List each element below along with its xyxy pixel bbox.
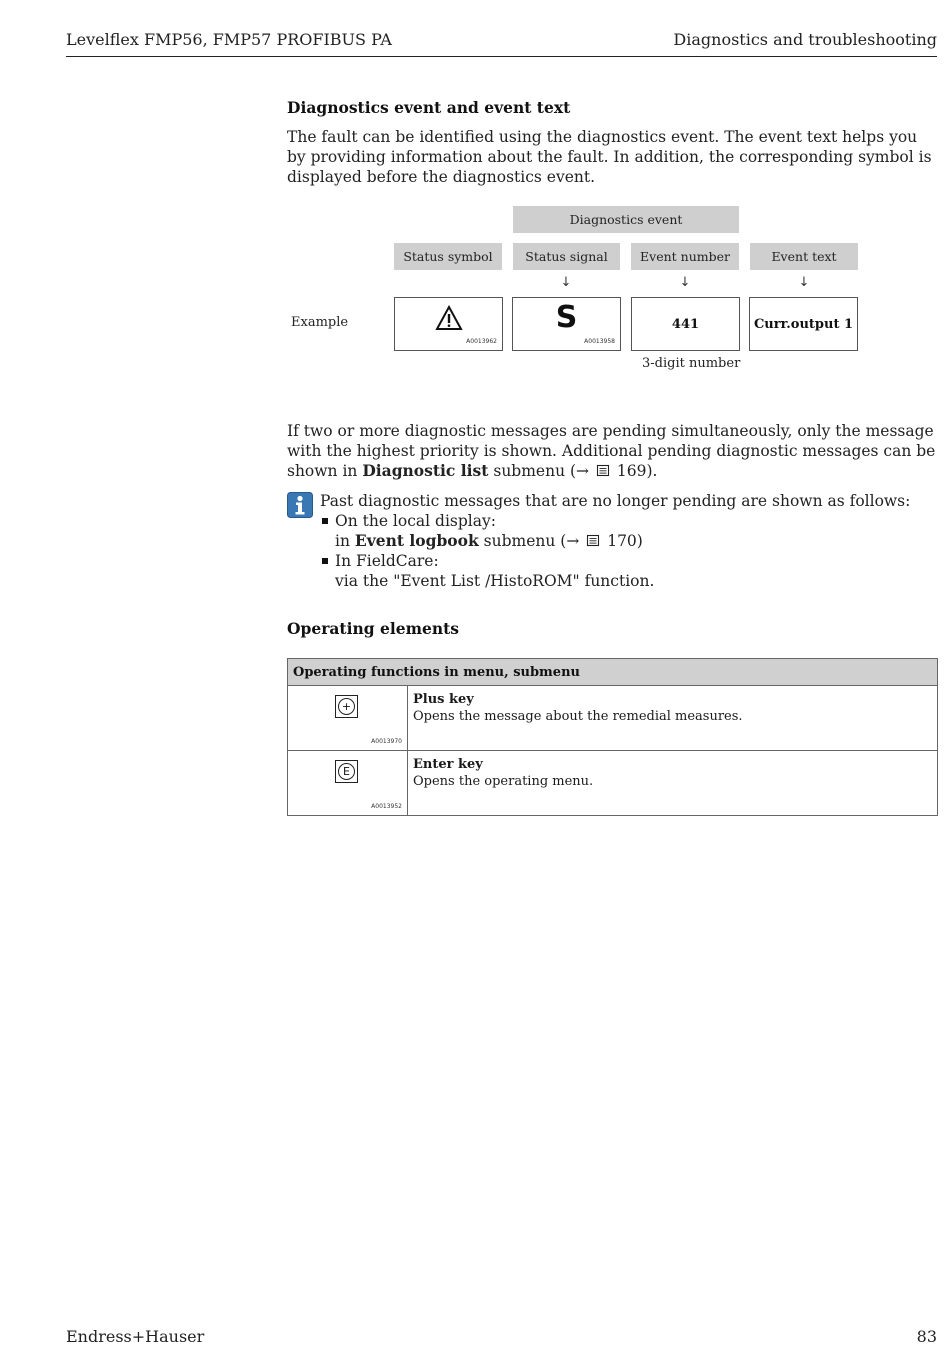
status-signal-box: [512, 297, 621, 351]
pending-text-part2: submenu (→: [493, 462, 590, 480]
bullet-local-display-detail: [335, 531, 643, 551]
event-number-value: 441: [671, 316, 700, 332]
plus-key-icon: [335, 695, 358, 718]
key-icon-cell: [288, 751, 408, 816]
enter-key-icon: [335, 760, 358, 783]
bullet-fieldcare: In FieldCare:: [335, 552, 439, 570]
bullet-marker: [322, 518, 328, 524]
operating-functions-table: [287, 658, 938, 816]
down-arrow-icon: ↓: [679, 275, 691, 290]
down-arrow-icon: ↓: [560, 275, 572, 290]
figure-code: A0013958: [584, 338, 615, 345]
status-symbol-label: Status symbol: [394, 243, 502, 270]
table-header-row: [288, 659, 938, 686]
page-ref-170[interactable]: 170): [607, 532, 643, 550]
bullet-marker: [322, 558, 328, 564]
footer-brand: Endress+Hauser: [66, 1327, 205, 1346]
event-number-label: Event number: [631, 243, 739, 270]
section-heading-diagnostics-event: Diagnostics event and event text: [287, 98, 571, 117]
warning-triangle-icon: [435, 305, 463, 331]
info-icon: [287, 492, 313, 518]
enter-key-glyph: E: [338, 763, 355, 780]
table-row: [288, 686, 938, 751]
page-ref-169[interactable]: 169).: [616, 462, 658, 480]
key-description: Opens the operating menu.: [413, 774, 594, 789]
header-divider: [66, 56, 937, 57]
key-name: Enter key: [413, 757, 483, 772]
key-name: Plus key: [413, 692, 474, 707]
plus-key-glyph: +: [338, 698, 355, 715]
info-line: Past diagnostic messages that are no longer pending are shown as follows:: [320, 492, 911, 510]
in-text: in: [335, 532, 350, 550]
event-text-value: Curr.output 1: [753, 316, 854, 332]
status-signal-label: Status signal: [513, 243, 620, 270]
section-heading-operating-elements: Operating elements: [287, 619, 459, 638]
bullet-local-display: On the local display:: [335, 512, 496, 530]
event-logbook-link[interactable]: Event logbook: [354, 531, 479, 550]
page-reference-icon: [586, 534, 600, 547]
key-description: Opens the message about the remedial measures.: [413, 709, 743, 724]
diagnostic-list-link[interactable]: Diagnostic list: [362, 461, 489, 480]
figure-code: A0013970: [371, 738, 402, 745]
figure-code: A0013952: [371, 803, 402, 810]
table-row: [288, 751, 938, 816]
bullet-fieldcare-detail: via the "Event List /HistoROM" function.: [335, 572, 655, 590]
table-header-cell: Operating functions in menu, submenu: [288, 659, 938, 686]
footer-page-number: 83: [916, 1327, 937, 1346]
status-signal-value: S: [555, 299, 578, 335]
key-icon-cell: [288, 686, 408, 751]
header-chapter-title: Diagnostics and troubleshooting: [673, 30, 937, 49]
event-text-box: [749, 297, 858, 351]
submenu-text: submenu (→: [483, 532, 580, 550]
intro-paragraph: The fault can be identified using the diagnostics event. The event text helps you by providing information about the fault. In addition, the corresponding symbol is displayed before the diagnostics event.: [287, 128, 932, 186]
pending-text-part1: If two or more diagnostic messages are pending simultaneously, only the message with the highest priority is shown. Additional pending diagnostic messages can be shown in: [287, 422, 936, 480]
event-text-label: Event text: [750, 243, 858, 270]
example-label: Example: [291, 315, 349, 330]
three-digit-note: 3-digit number: [642, 356, 741, 371]
header-document-title: Levelflex FMP56, FMP57 PROFIBUS PA: [66, 30, 392, 49]
pending-messages-paragraph: [287, 421, 938, 481]
diagnostics-event-label: Diagnostics event: [513, 206, 739, 233]
event-number-box: [631, 297, 740, 351]
key-description-cell: [408, 686, 938, 751]
page-reference-icon: [596, 464, 610, 477]
figure-code: A0013962: [466, 338, 497, 345]
key-description-cell: [408, 751, 938, 816]
status-symbol-box: [394, 297, 503, 351]
down-arrow-icon: ↓: [798, 275, 810, 290]
